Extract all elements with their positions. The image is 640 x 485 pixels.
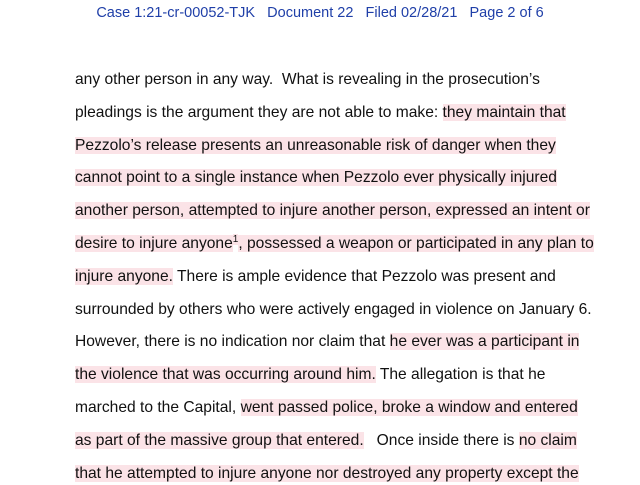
highlighted-text: he ever was a participant in [389,333,580,351]
text-line [75,261,635,294]
highlighted-text: no claim [518,431,577,449]
text-segment: However, there is no indication nor claim that [75,333,390,351]
highlighted-text: cannot point to a single instance when Pezzolo ever physically injured [75,169,557,187]
case-header [0,5,640,21]
text-segment: any other person in any way. What is revealing in the prosecution’s [75,71,540,88]
highlighted-text: desire to injure anyone [75,234,233,252]
text-segment: pleadings is the argument they are not able to make: [75,103,443,121]
text-segment: The allegation is that he [375,366,546,384]
text-line [75,294,635,327]
highlighted-text: the violence that was occurring around him. [75,366,376,384]
text-line [75,359,635,392]
text-line [75,195,635,228]
body-text [75,64,635,485]
highlighted-text: , possessed a weapon or participated in any plan to [238,234,594,252]
text-segment: surrounded by others who were actively engaged in violence on January 6. [75,300,592,318]
text-line [75,425,635,458]
text-line [75,162,635,195]
text-line [75,97,635,130]
highlighted-text: injure anyone. [75,267,173,285]
highlighted-text: as part of the massive group that entered. [75,431,364,449]
footnote-marker: 1 [232,233,239,245]
text-line [75,130,635,163]
highlighted-text: they maintain that [442,103,566,121]
text-segment: Once inside there is [363,431,519,449]
highlighted-text: another person, attempted to injure another person, expressed an intent or [75,202,590,220]
case-number: Case 1:21-cr-00052-TJK [96,5,256,21]
highlighted-text: Pezzolo’s release presents an unreasonable risk of danger when they [75,136,556,154]
highlighted-text: went passed police, broke a window and entered [240,398,578,416]
text-line [75,228,635,261]
text-segment: There is ample evidence that Pezzolo was present and [172,267,556,285]
text-line [75,64,635,97]
filed-date: Filed 02/28/21 [365,5,458,21]
text-line [75,326,635,359]
page-number: Page 2 of 6 [469,5,544,21]
document-number: Document 22 [267,5,354,21]
text-line [75,392,635,425]
text-line [75,458,635,485]
text-segment: marched to the Capital, [75,398,241,416]
highlighted-text: that he attempted to injure anyone nor destroyed any property except the [75,464,579,482]
